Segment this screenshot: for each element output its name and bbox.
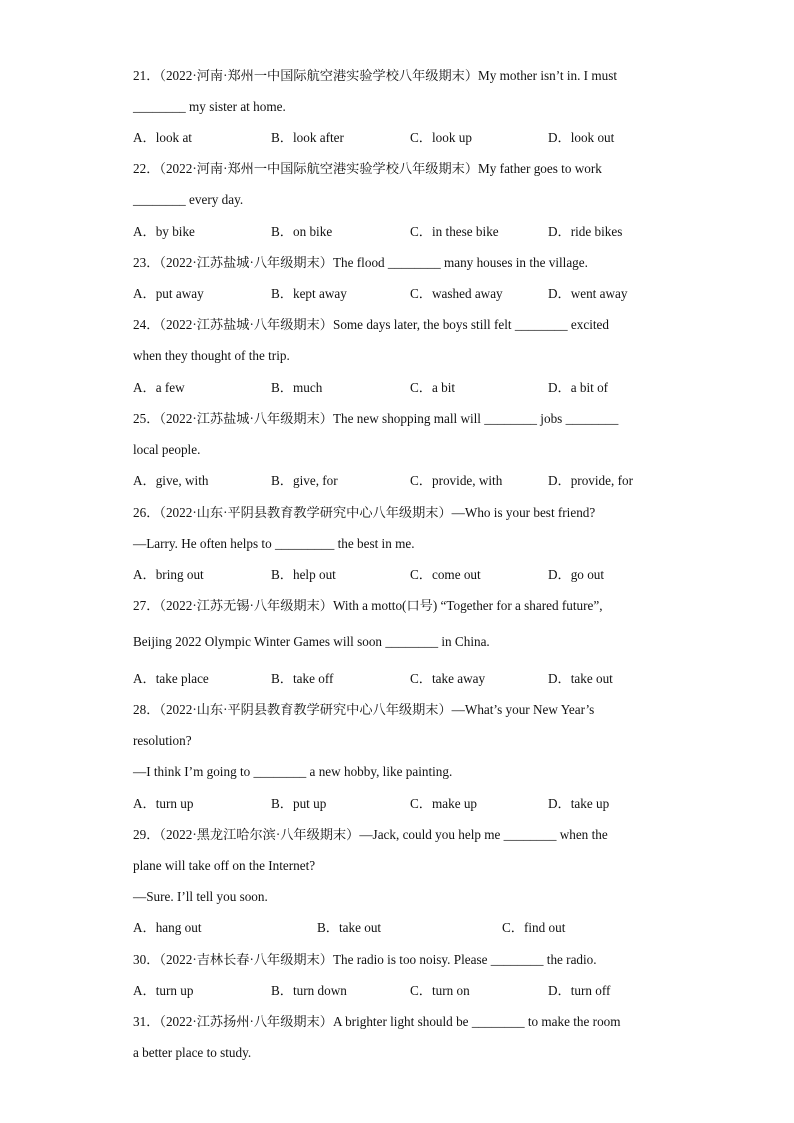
question-22-option-d: D．ride bikes: [548, 224, 623, 239]
question-30-option-b: B．turn down: [271, 983, 347, 998]
question-21-option-b: B．look after: [271, 130, 344, 145]
question-29-line-1: 29．（2022·黑龙江哈尔滨·八年级期末）—Jack, could you help me ________ when the: [133, 827, 608, 842]
question-25-line-1: 25．（2022·江苏盐城·八年级期末）The new shopping mall will ________ jobs ________: [133, 411, 619, 426]
question-26-option-a: A．bring out: [133, 567, 204, 582]
question-28-option-d: D．take up: [548, 796, 610, 811]
question-30-line-1: 30．（2022·吉林长春·八年级期末）The radio is too noisy. Please ________ the radio.: [133, 952, 597, 967]
question-29-line-2: plane will take off on the Internet?: [133, 858, 316, 873]
question-25-option-c: C．provide, with: [410, 473, 503, 488]
question-27-line-2: Beijing 2022 Olympic Winter Games will soon ________ in China.: [133, 634, 490, 649]
question-23-option-a: A．put away: [133, 286, 204, 301]
question-28-line-2: resolution?: [133, 733, 192, 748]
question-31-line-2: a better place to study.: [133, 1045, 252, 1060]
question-27-option-a: A．take place: [133, 671, 209, 686]
question-23-option-b: B．kept away: [271, 286, 347, 301]
question-22-option-b: B．on bike: [271, 224, 333, 239]
question-24-option-a: A．a few: [133, 380, 185, 395]
question-27-option-d: D．take out: [548, 671, 613, 686]
question-24-option-c: C．a bit: [410, 380, 456, 395]
question-23-option-c: C．washed away: [410, 286, 503, 301]
question-24-line-2: when they thought of the trip.: [133, 348, 290, 363]
question-21-option-d: D．look out: [548, 130, 615, 145]
question-21-line-2: ________ my sister at home.: [133, 99, 286, 114]
question-29-option-c: C．find out: [502, 920, 566, 935]
question-24-line-1: 24．（2022·江苏盐城·八年级期末）Some days later, the boys still felt ________ excited: [133, 317, 609, 332]
question-22-line-1: 22．（2022·河南·郑州一中国际航空港实验学校八年级期末）My father goes to work: [133, 161, 602, 176]
question-25-option-b: B．give, for: [271, 473, 338, 488]
question-26-option-b: B．help out: [271, 567, 336, 582]
question-25-option-d: D．provide, for: [548, 473, 633, 488]
question-28-option-b: B．put up: [271, 796, 327, 811]
question-30-option-c: C．turn on: [410, 983, 470, 998]
question-30-option-a: A．turn up: [133, 983, 194, 998]
question-22-line-2: ________ every day.: [133, 192, 244, 207]
question-30-option-d: D．turn off: [548, 983, 611, 998]
question-26-option-c: C．come out: [410, 567, 481, 582]
question-29-line-3: —Sure. I’ll tell you soon.: [133, 889, 268, 904]
question-21-line-1: 21．（2022·河南·郑州一中国际航空港实验学校八年级期末）My mother isn’t in. I must: [133, 68, 618, 83]
question-23-line-1: 23．（2022·江苏盐城·八年级期末）The flood ________ many houses in the village.: [133, 255, 588, 270]
question-24-option-d: D．a bit of: [548, 380, 609, 395]
question-26-line-1: 26．（2022·山东·平阴县教育教学研究中心八年级期末）—Who is your best friend?: [133, 505, 596, 520]
question-28-line-1: 28．（2022·山东·平阴县教育教学研究中心八年级期末）—What’s your New Year’s: [133, 702, 595, 717]
question-29-option-a: A．hang out: [133, 920, 202, 935]
question-28-line-3: —I think I’m going to ________ a new hobby, like painting.: [133, 764, 453, 779]
question-27-option-c: C．take away: [410, 671, 486, 686]
question-22-option-c: C．in these bike: [410, 224, 499, 239]
question-27-line-1: 27．（2022·江苏无锡·八年级期末）With a motto(口号) “Together for a shared future”,: [133, 598, 603, 613]
question-21-option-c: C．look up: [410, 130, 472, 145]
question-26-option-d: D．go out: [548, 567, 605, 582]
question-23-option-d: D．went away: [548, 286, 628, 301]
question-25-line-2: local people.: [133, 442, 201, 457]
question-29-option-b: B．take out: [317, 920, 382, 935]
question-21-option-a: A．look at: [133, 130, 192, 145]
question-27-option-b: B．take off: [271, 671, 334, 686]
question-24-option-b: B．much: [271, 380, 323, 395]
question-31-line-1: 31．（2022·江苏扬州·八年级期末）A brighter light should be ________ to make the room: [133, 1014, 621, 1029]
question-28-option-c: C．make up: [410, 796, 478, 811]
question-22-option-a: A．by bike: [133, 224, 195, 239]
question-25-option-a: A．give, with: [133, 473, 209, 488]
question-28-option-a: A．turn up: [133, 796, 194, 811]
question-26-line-2: —Larry. He often helps to _________ the best in me.: [133, 536, 415, 551]
